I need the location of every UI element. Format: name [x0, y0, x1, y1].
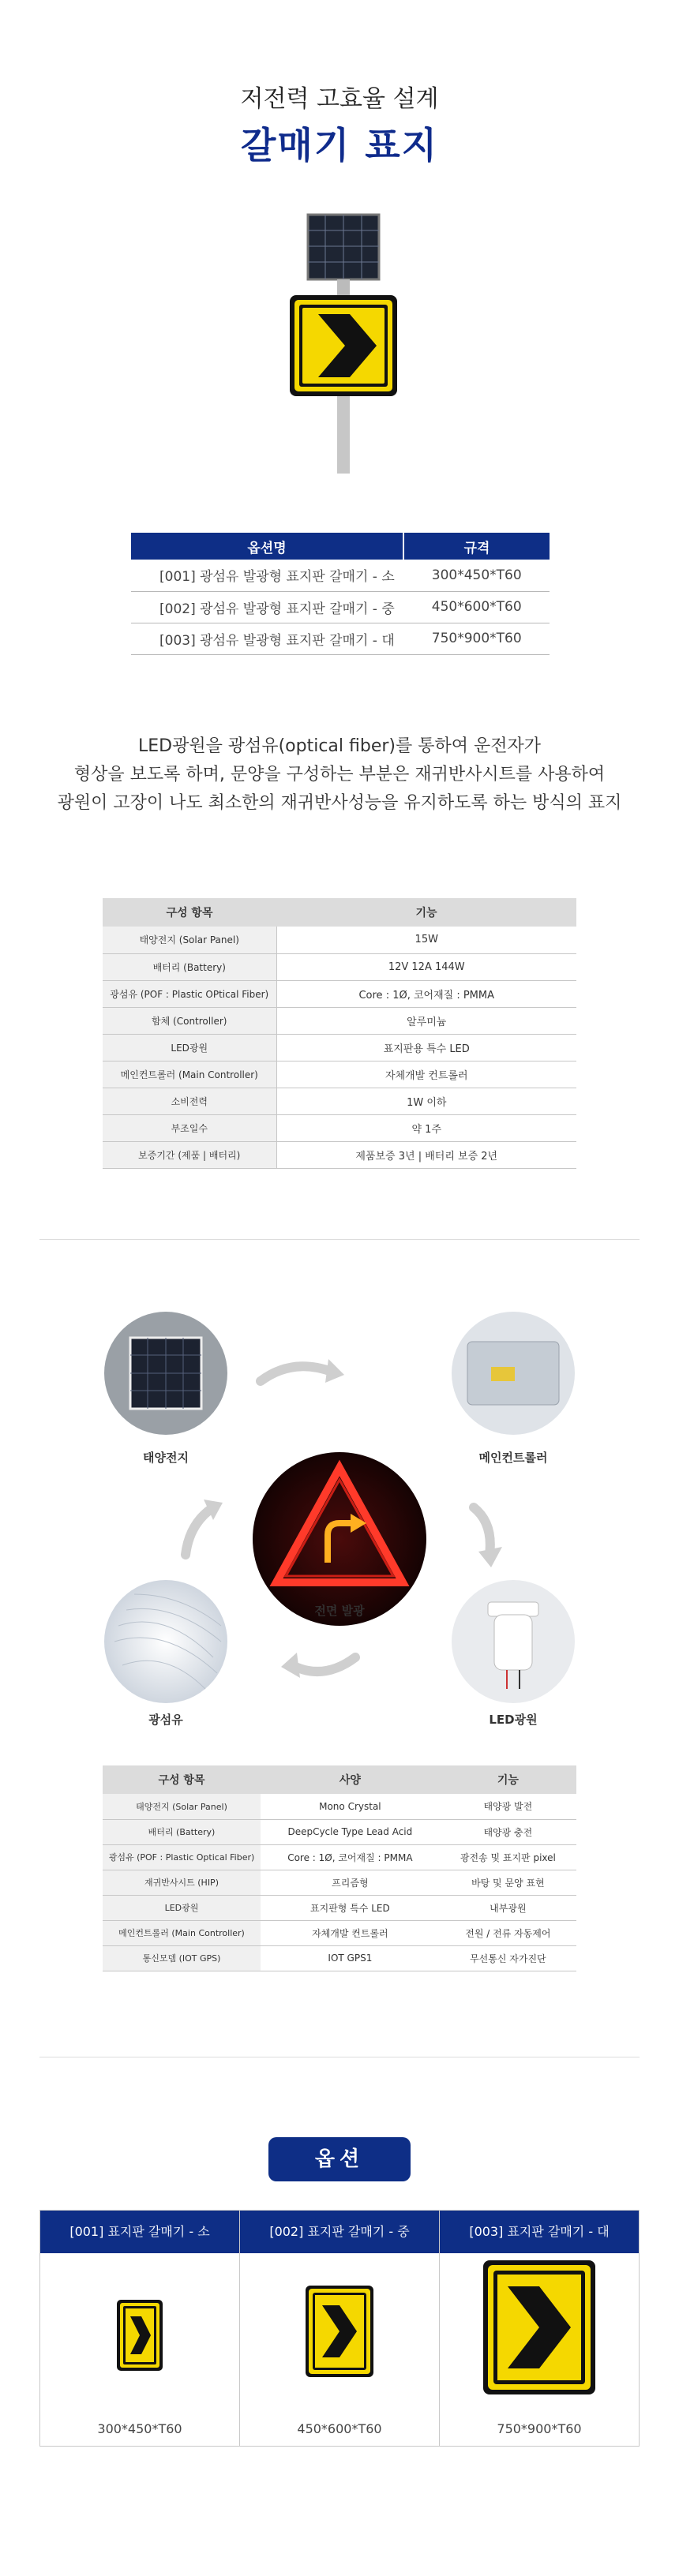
- spec2-function: 바탕 및 문양 표현: [440, 1870, 576, 1895]
- spec2-spec: Mono Crystal: [261, 1794, 440, 1819]
- option-size: 750*900*T60: [403, 623, 550, 654]
- option-card-size: 300*450*T60: [97, 2421, 182, 2436]
- option-card-size: 450*600*T60: [297, 2421, 382, 2436]
- section-divider: [39, 1239, 640, 1240]
- table-row: [131, 623, 550, 654]
- spec2-spec: IOT GPS1: [261, 1945, 440, 1971]
- option-card-title: [001] 표지판 갈매기 - 소: [40, 2211, 239, 2253]
- spec-value: 15W: [276, 927, 576, 953]
- spec-table-2: [103, 1765, 576, 1971]
- option-card-title: [002] 표지판 갈매기 - 중: [240, 2211, 439, 2253]
- spec-item: 광섬유 (POF : Plastic OPtical Fiber): [103, 980, 276, 1007]
- table-row: [131, 560, 550, 591]
- option-name: [002] 광섬유 발광형 표지판 갈매기 - 중: [131, 591, 403, 623]
- solar-label: 태양전지: [143, 1451, 189, 1465]
- table-row: [103, 1061, 576, 1088]
- table-row: [103, 1007, 576, 1034]
- table-row: [103, 1945, 576, 1971]
- fiber-label: 광섬유: [148, 1713, 183, 1727]
- table-row: [103, 1870, 576, 1895]
- spec-value: 표지판용 특수 LED: [276, 1034, 576, 1061]
- spec2-item: 광섬유 (POF : Plastic Optical Fiber): [103, 1844, 261, 1870]
- spec-item: 태양전지 (Solar Panel): [103, 927, 276, 953]
- option-card-medium[interactable]: [240, 2211, 440, 2446]
- option-name-header: 옵션명: [131, 533, 403, 560]
- spec2-spec: DeepCycle Type Lead Acid: [261, 1819, 440, 1844]
- spec-table: [103, 898, 576, 1169]
- table-row: [103, 1141, 576, 1168]
- table-row: [103, 927, 576, 953]
- spec-value: 1W 이하: [276, 1088, 576, 1114]
- spec-value: 알루미늄: [276, 1007, 576, 1034]
- table-row: [103, 980, 576, 1007]
- led-label: LED광원: [489, 1713, 538, 1727]
- option-size: 450*600*T60: [403, 591, 550, 623]
- product-image: [288, 213, 399, 474]
- spec2-function: 내부광원: [440, 1895, 576, 1920]
- option-card-title: [003] 표지판 갈매기 - 대: [440, 2211, 639, 2253]
- spec2-function: 태양광 발전: [440, 1794, 576, 1819]
- spec2-spec-header: 사양: [261, 1765, 440, 1794]
- spec-item: 배터리 (Battery): [103, 953, 276, 980]
- spec-function-header: 기능: [276, 898, 576, 927]
- product-description: [0, 732, 679, 818]
- description-line: 형상을 보도록 하며, 문양을 구성하는 부분은 재귀반사시트를 사용하여: [73, 765, 606, 784]
- option-name: [003] 광섬유 발광형 표지판 갈매기 - 대: [131, 623, 403, 654]
- spec-value: Core : 1Ø, 코어재질 : PMMA: [276, 980, 576, 1007]
- spec-value: 제품보증 3년 | 배터리 보증 2년: [276, 1141, 576, 1168]
- led-lamp-icon: [494, 1615, 532, 1670]
- table-row: [103, 1819, 576, 1844]
- option-card-small[interactable]: [40, 2211, 240, 2446]
- spec2-function: 광전송 및 표지판 pixel: [440, 1844, 576, 1870]
- option-card-large[interactable]: [440, 2211, 639, 2446]
- spec-value: 약 1주: [276, 1114, 576, 1141]
- spec-item: 소비전력: [103, 1088, 276, 1114]
- spec2-item: 재귀반사시트 (HIP): [103, 1870, 261, 1895]
- option-name: [001] 광섬유 발광형 표지판 갈매기 - 소: [131, 560, 403, 591]
- description-line: 광원이 고장이 나도 최소한의 재귀반사성능을 유지하도록 하는 방식의 표지: [57, 793, 622, 813]
- spec2-spec: 프리즘형: [261, 1870, 440, 1895]
- spec2-function: 무선통신 자가진단: [440, 1945, 576, 1971]
- spec2-function-header: 기능: [440, 1765, 576, 1794]
- spec2-item: 배터리 (Battery): [103, 1819, 261, 1844]
- spec-value: 12V 12A 144W: [276, 953, 576, 980]
- component-diagram: [103, 1310, 576, 1752]
- spec-item: 메인컨트롤러 (Main Controller): [103, 1061, 276, 1088]
- spec-value: 자체개발 컨트롤러: [276, 1061, 576, 1088]
- spec-item: 보증기간 (제품 | 배터리): [103, 1141, 276, 1168]
- option-size: 300*450*T60: [403, 560, 550, 591]
- option-size-header: 규격: [403, 533, 550, 560]
- spec-item-header: 구성 항목: [103, 898, 276, 927]
- front-label: 전면 발광: [314, 1604, 365, 1618]
- table-row: [103, 1920, 576, 1945]
- spec2-spec: Core : 1Ø, 코어재질 : PMMA: [261, 1844, 440, 1870]
- hero-title: 갈매기 표지: [240, 124, 439, 167]
- chevron-sign-icon: [116, 2299, 163, 2372]
- spec2-item: LED광원: [103, 1895, 261, 1920]
- table-row: [131, 591, 550, 623]
- table-row: [103, 1088, 576, 1114]
- chevron-sign-icon: [482, 2260, 596, 2395]
- controller-label: 메인컨트롤러: [478, 1451, 548, 1465]
- option-card-size: 750*900*T60: [497, 2421, 582, 2436]
- cycle-arrow-icon: [261, 1366, 332, 1381]
- table-row: [103, 1794, 576, 1819]
- spec2-item: 태양전지 (Solar Panel): [103, 1794, 261, 1819]
- spec2-item: 메인컨트롤러 (Main Controller): [103, 1920, 261, 1945]
- cycle-arrow-icon: [292, 1657, 355, 1672]
- table-row: [103, 1114, 576, 1141]
- cycle-arrow-icon: [186, 1507, 213, 1555]
- chevron-sign-icon: [305, 2285, 374, 2378]
- description-line: LED광원을 광섬유(optical fiber)를 통하여 운전자가: [137, 736, 542, 756]
- table-row: [103, 1034, 576, 1061]
- spec2-item-header: 구성 항목: [103, 1765, 261, 1794]
- pole: [337, 395, 350, 474]
- table-row: [103, 953, 576, 980]
- spec-item: 함체 (Controller): [103, 1007, 276, 1034]
- option-badge: 옵션: [268, 2137, 411, 2181]
- spec-item: LED광원: [103, 1034, 276, 1061]
- option-grid: [39, 2210, 640, 2447]
- table-row: [103, 1895, 576, 1920]
- spec2-spec: 자체개발 컨트롤러: [261, 1920, 440, 1945]
- hero-subtitle: 저전력 고효율 설계: [240, 85, 439, 113]
- cycle-arrow-icon: [474, 1507, 490, 1555]
- spec2-spec: 표지판형 특수 LED: [261, 1895, 440, 1920]
- spec2-item: 통신모뎀 (IOT GPS): [103, 1945, 261, 1971]
- spec-item: 부조일수: [103, 1114, 276, 1141]
- table-row: [103, 1844, 576, 1870]
- option-table: [131, 533, 550, 655]
- spec2-function: 태양광 충전: [440, 1819, 576, 1844]
- spec2-function: 전원 / 전류 자동제어: [440, 1920, 576, 1945]
